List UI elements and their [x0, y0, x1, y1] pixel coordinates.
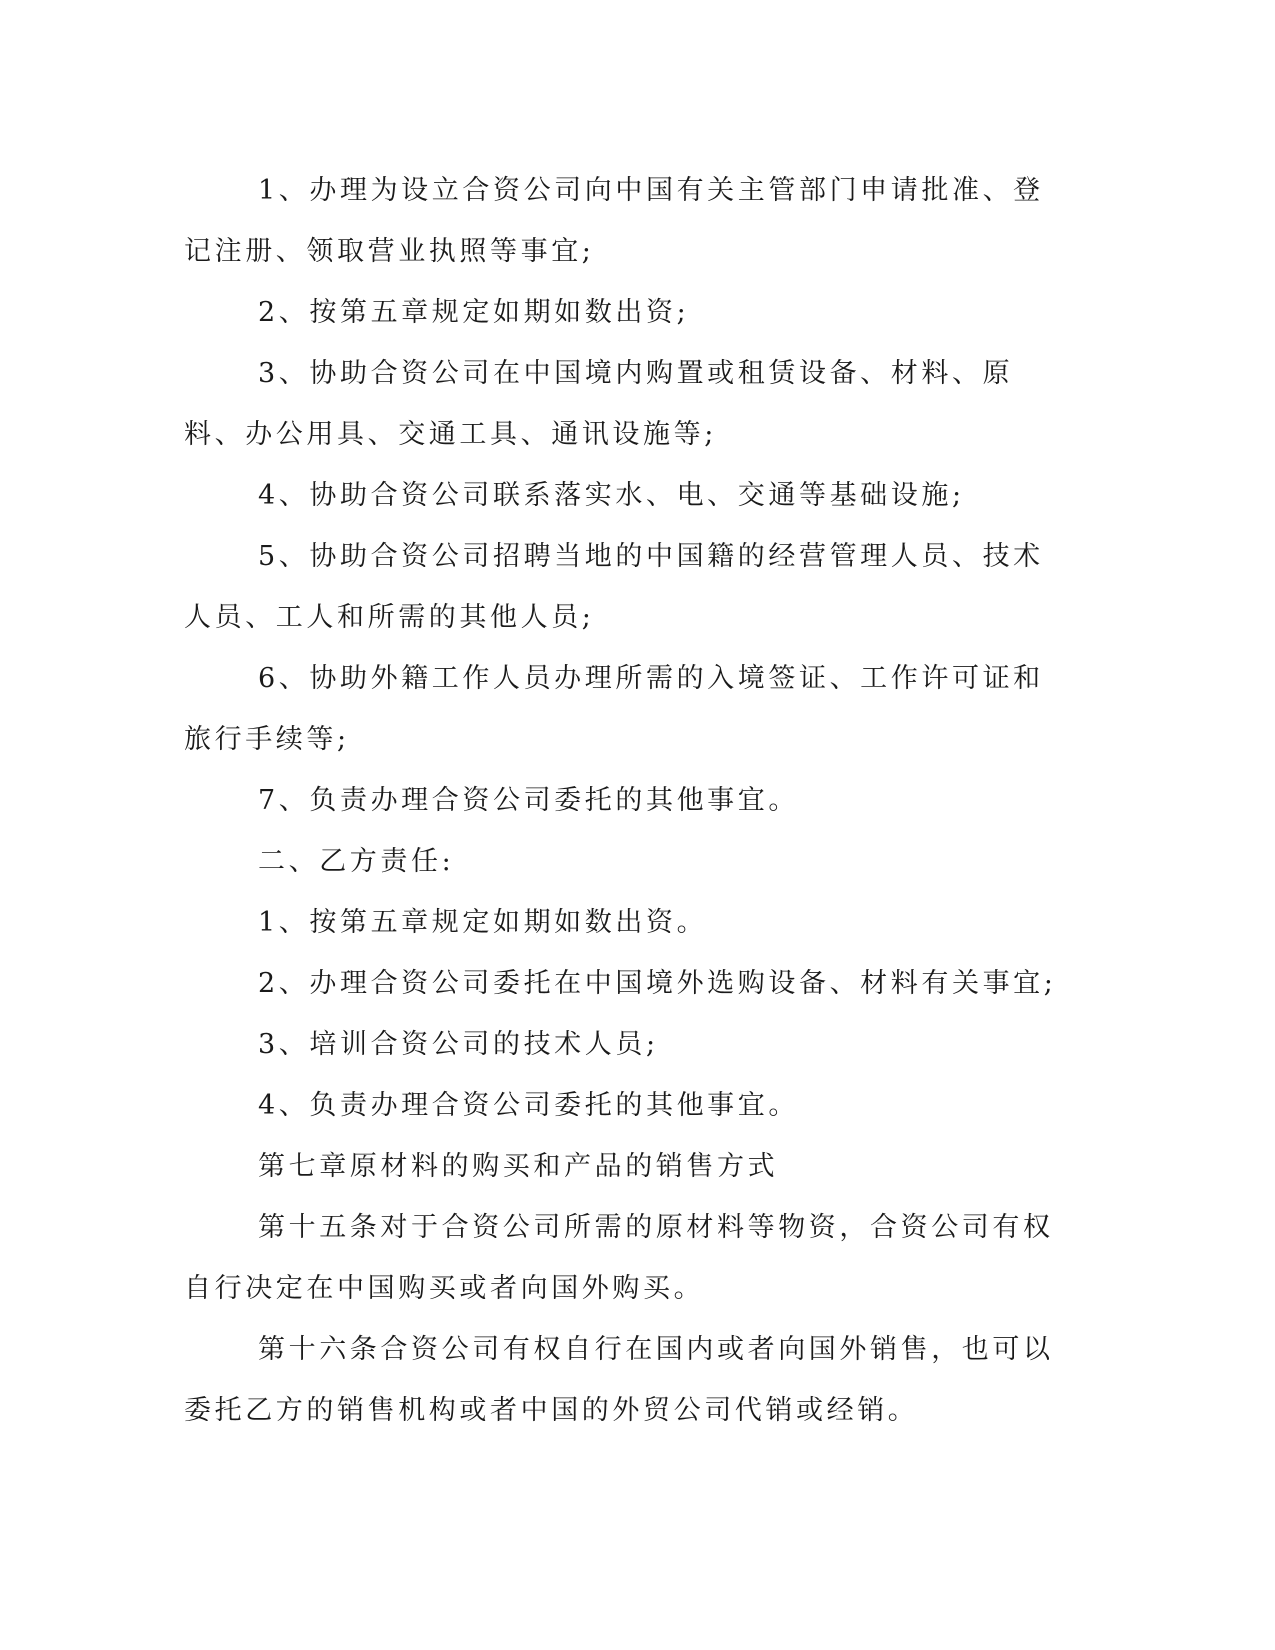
paragraph-party-b-item-1: 1、按第五章规定如期如数出资。 [258, 907, 708, 938]
paragraph-party-a-item-1: 1、办理为设立合资公司向中国有关主管部门申请批准、登记注册、领取营业执照等事宜; [184, 175, 1044, 267]
paragraph-party-a-item-5: 5、协助合资公司招聘当地的中国籍的经营管理人员、技术人员、工人和所需的其他人员; [184, 541, 1044, 633]
document-body [184, 160, 1064, 1441]
paragraph-party-b-item-4: 4、负责办理合资公司委托的其他事宜。 [258, 1090, 799, 1121]
paragraph-party-b-item-2: 2、办理合资公司委托在中国境外选购设备、材料有关事宜; [258, 968, 1057, 999]
article-16: 第十六条合资公司有权自行在国内或者向国外销售，也可以委托乙方的销售机构或者中国的外贸公司代销或经销。 [184, 1334, 1054, 1426]
paragraph-party-a-item-4: 4、协助合资公司联系落实水、电、交通等基础设施; [258, 480, 965, 511]
paragraph-party-a-item-6: 6、协助外籍工作人员办理所需的入境签证、工作许可证和旅行手续等; [184, 663, 1044, 755]
paragraph-party-a-item-3: 3、协助合资公司在中国境内购置或租赁设备、材料、原料、办公用具、交通工具、通讯设施等; [184, 358, 1014, 450]
paragraph-party-a-item-7: 7、负责办理合资公司委托的其他事宜。 [258, 785, 799, 816]
article-15: 第十五条对于合资公司所需的原材料等物资，合资公司有权自行决定在中国购买或者向国外购买。 [184, 1212, 1054, 1304]
chapter-heading-7: 第七章原材料的购买和产品的销售方式 [258, 1151, 779, 1182]
paragraph-party-b-item-3: 3、培训合资公司的技术人员; [258, 1029, 659, 1060]
paragraph-party-a-item-2: 2、按第五章规定如期如数出资; [258, 297, 690, 328]
section-heading-party-b: 二、乙方责任: [258, 846, 455, 877]
